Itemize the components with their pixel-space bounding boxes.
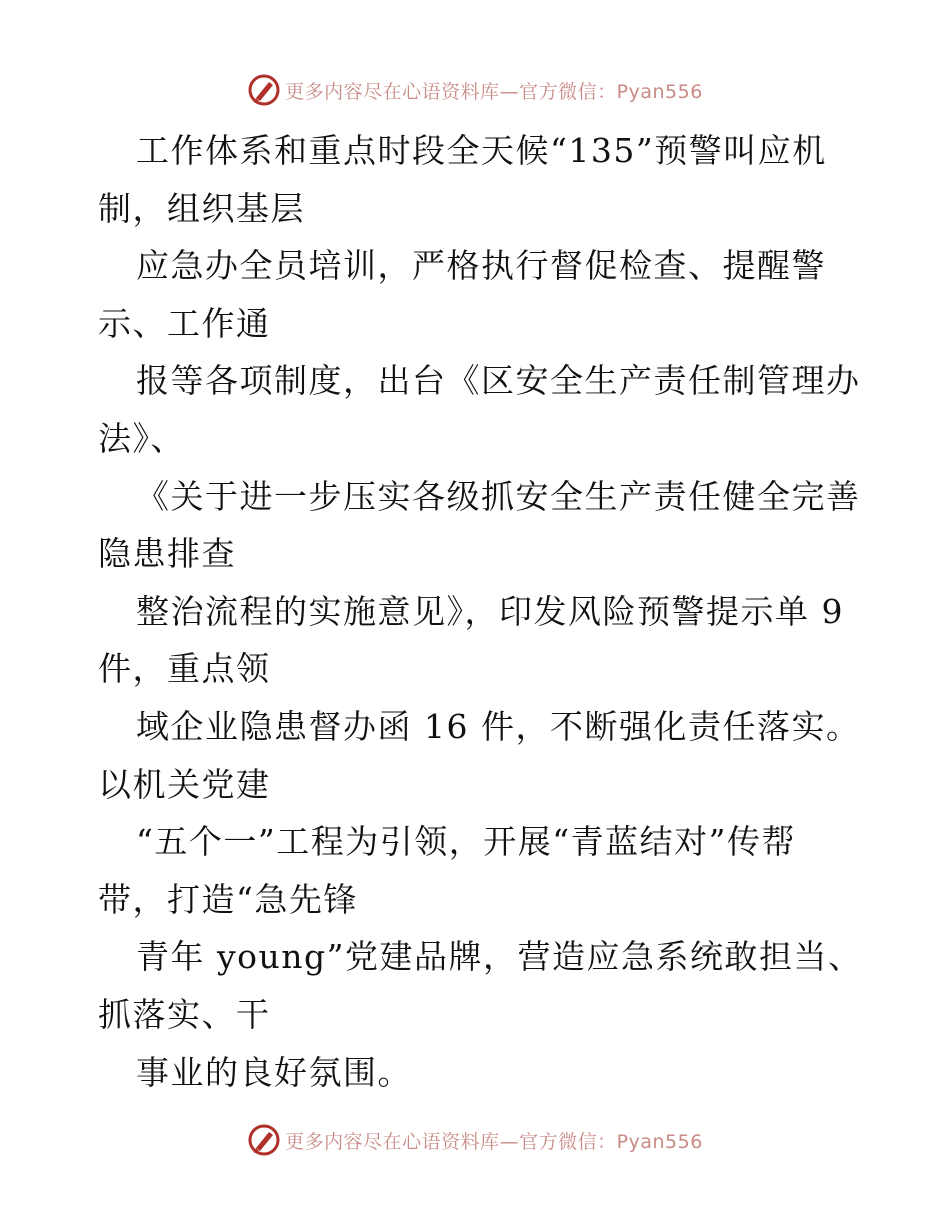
text-line: 抓落实、干 [98,994,271,1034]
watermark-text: 更多内容尽在心语资料库—官方微信：Pyan556 [285,80,703,103]
text-line: “五个一”工程为引领，开展“青蓝结对”传帮 [136,822,796,862]
pen-circle-logo-icon [247,73,281,107]
text-line: 青年 young”党建品牌，营造应急系统敢担当、 [136,937,863,977]
text-line: 报等各项制度，出台《区安全生产责任制管理办 [136,361,861,401]
text-line: 法》、 [98,418,185,458]
footer-watermark [0,1120,950,1160]
pen-circle-logo-icon [247,1123,281,1157]
text-line: 制，组织基层 [98,188,305,228]
text-line: 工作体系和重点时段全天候“135”预警叫应机 [136,131,827,170]
document-body [98,122,863,1101]
header-watermark [0,70,950,110]
text-line: 示、工作通 [98,303,271,343]
text-line: 域企业隐患督办函 16 件，不断强化责任落实。 [136,706,861,746]
text-line: 事业的良好氛围。 [136,1052,412,1092]
text-line: 整治流程的实施意见》，印发风险预警提示单 9 [136,591,844,631]
text-line: 《关于进一步压实各级抓安全生产责任健全完善 [136,476,861,516]
text-line: 件，重点领 [98,649,271,689]
text-line: 带，打造“急先锋 [98,879,358,919]
watermark-text: 更多内容尽在心语资料库—官方微信：Pyan556 [285,1130,703,1153]
text-line: 应急办全员培训，严格执行督促检查、提醒警 [136,246,826,286]
text-line: 以机关党建 [98,764,271,804]
text-line: 隐患排查 [98,534,236,574]
